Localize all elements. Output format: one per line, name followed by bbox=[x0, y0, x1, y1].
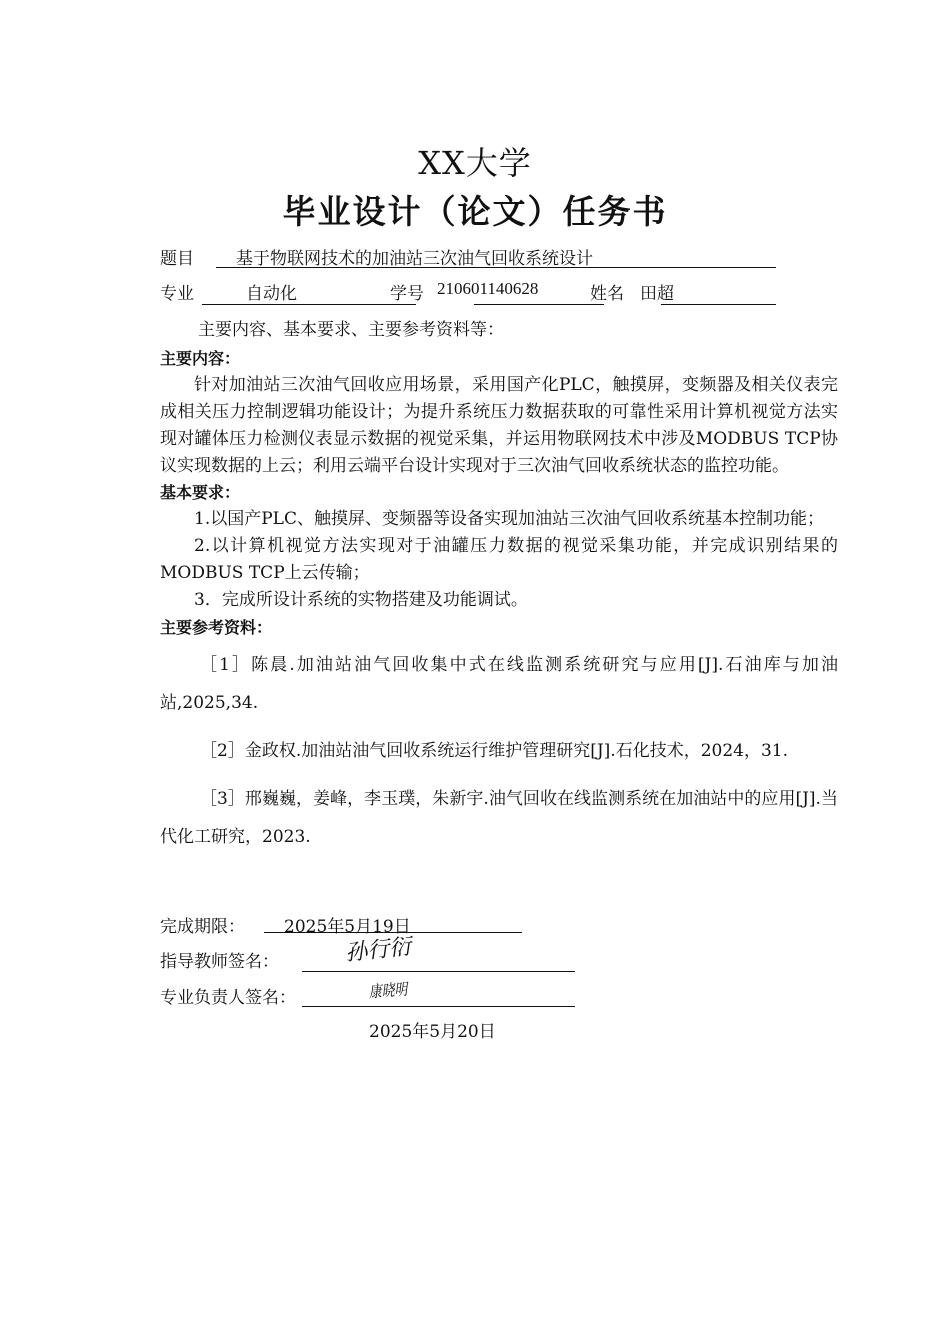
main-content-heading: 主要内容： bbox=[160, 349, 241, 368]
main-content-text: 针对加油站三次油气回收应用场景，采用国产化PLC，触摸屏，变频器及相关仪表完成相关压力控制逻辑功能设计；为提升系统压力数据获取的可靠性采用计算机视觉方法实现对罐体压力检测仪表显示数据的视觉采集，并运用物联网技术中涉及MODBUS TCP协议实现数据的上云；利用云端平台设计实现对于三次油气回收系统状态的监控功能。 bbox=[160, 375, 838, 476]
document-title: 毕业设计（论文）任务书 bbox=[282, 192, 668, 231]
references-heading: 主要参考资料： bbox=[160, 618, 273, 637]
main-body bbox=[160, 346, 838, 856]
requirement-item: 1.以国产PLC、触摸屏、变频器等设备实现加油站三次油气回收系统基本控制功能； bbox=[194, 509, 824, 529]
university-title: XX大学 bbox=[418, 144, 532, 182]
topic-value: 基于物联网技术的加油站三次油气回收系统设计 bbox=[236, 249, 593, 269]
intro-line: 主要内容、基本要求、主要参考资料等： bbox=[198, 320, 504, 340]
reference-item: ［1］陈晨.加油站油气回收集中式在线监测系统研究与应用[J].石油库与加油站,2025,34. bbox=[160, 655, 838, 713]
topic-label: 题目 bbox=[160, 249, 194, 269]
major-value: 自动化 bbox=[246, 284, 297, 304]
head-signature-label: 专业负责人签名： bbox=[160, 988, 296, 1008]
name-underline bbox=[661, 304, 776, 305]
student-id-value: 210601140628 bbox=[437, 279, 539, 298]
advisor-signature: 孙行衍 bbox=[344, 934, 413, 967]
deadline-label: 完成期限： bbox=[160, 917, 245, 937]
major-underline bbox=[202, 304, 416, 305]
student-id-underline bbox=[474, 304, 604, 305]
requirement-item: 3．完成所设计系统的实物搭建及功能调试。 bbox=[194, 590, 528, 610]
name-value: 田超 bbox=[640, 284, 674, 304]
head-signature-underline bbox=[302, 1006, 575, 1007]
name-label: 姓名 bbox=[590, 284, 624, 304]
advisor-signature-underline bbox=[302, 971, 575, 972]
deadline-value: 2025年5月19日 bbox=[284, 917, 411, 937]
requirement-item: 2.以计算机视觉方法实现对于油罐压力数据的视觉采集功能，并完成识别结果的MODBUS TCP上云传输； bbox=[160, 536, 838, 583]
major-label: 专业 bbox=[160, 284, 194, 304]
advisor-signature-label: 指导教师签名： bbox=[160, 952, 279, 972]
reference-item: ［2］金政权.加油站油气回收系统运行维护管理研究[J].石化技术，2024，31. bbox=[200, 741, 789, 761]
head-signature: 康晓明 bbox=[368, 979, 408, 1002]
topic-underline bbox=[216, 267, 776, 268]
requirements-heading: 基本要求： bbox=[160, 483, 241, 502]
reference-item: ［3］邢巍巍，姜峰，李玉璞，朱新宇.油气回收在线监测系统在加油站中的应用[J].当代化工研究，2023. bbox=[160, 789, 838, 847]
student-id-label: 学号 bbox=[390, 284, 424, 304]
sign-date: 2025年5月20日 bbox=[369, 1022, 496, 1042]
